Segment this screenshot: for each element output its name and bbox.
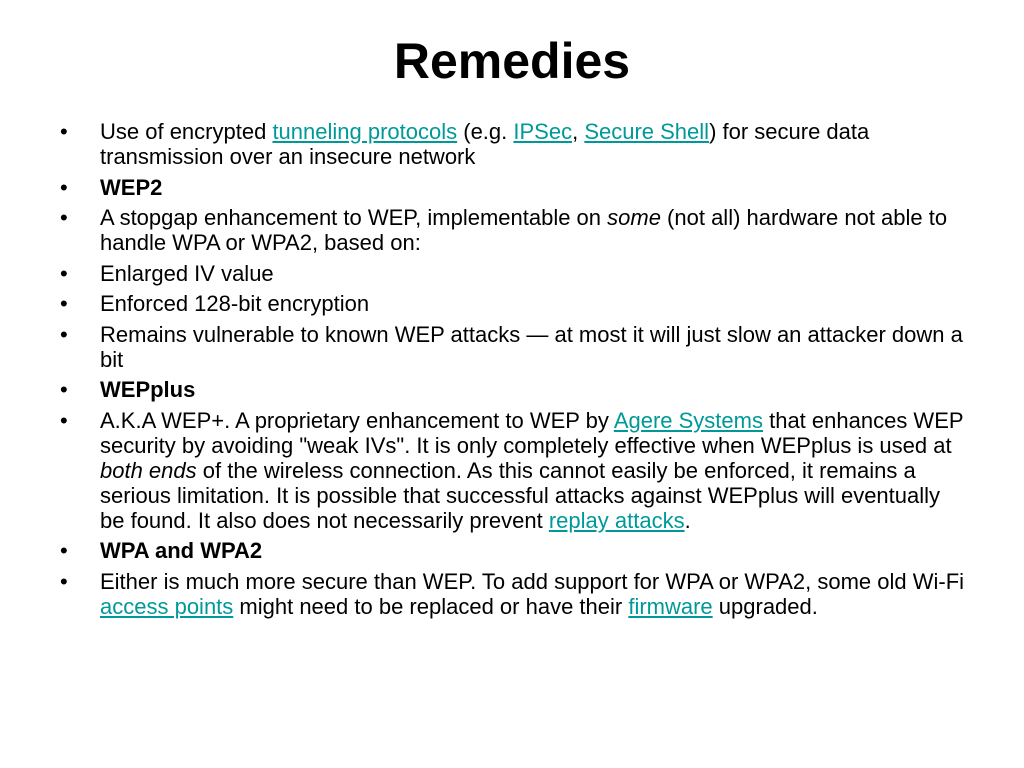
secure-shell-link[interactable]: Secure Shell — [584, 119, 710, 144]
bullet-text: (e.g. — [457, 119, 514, 144]
bullet-text: Enlarged IV value — [100, 260, 274, 286]
bullet-text: might need to be replaced or have their — [233, 593, 629, 619]
bullet-text: that enhances WEP security by avoiding "weak IVs". It is only completely effective when WEPplus is used at — [100, 407, 964, 458]
section-heading-wep2: WEP2 — [100, 174, 163, 200]
bullet-icon: • — [60, 321, 68, 347]
bullet-text: Enforced 128-bit encryption — [100, 291, 370, 316]
bullet-item-wepplus — [60, 377, 970, 402]
bullet-text: , — [572, 119, 585, 144]
bullet-item-enforced-128bit — [60, 291, 970, 316]
bullet-text: of the wireless connection. As this cannot easily be enforced, it remains a serious limitation. It is possible that successful attacks against WEPplus will eventually be found. It also does not necessarily prevent — [100, 457, 941, 533]
slide-title: Remedies — [393, 33, 631, 89]
bullet-icon: • — [60, 174, 68, 200]
bullet-icon: • — [60, 205, 68, 230]
bullet-text: upgraded. — [712, 593, 818, 619]
emphasis-text: both ends — [100, 457, 197, 483]
bullet-item-either-more-secure — [60, 569, 970, 619]
agere-systems-link[interactable]: Agere Systems — [613, 407, 763, 433]
bullet-list — [60, 119, 970, 624]
ipsec-link[interactable]: IPSec — [513, 119, 573, 144]
bullet-icon: • — [60, 407, 68, 433]
bullet-item-stopgap — [60, 205, 970, 255]
bullet-icon: • — [60, 119, 68, 144]
bullet-item-remains-vulnerable — [60, 322, 970, 372]
bullet-item-encrypted-tunneling — [60, 119, 970, 169]
bullet-text: Remains vulnerable to known WEP attacks — at most it will just slow an attacker down a bit — [100, 321, 963, 372]
bullet-text: Use of encrypted — [100, 119, 273, 144]
bullet-icon: • — [60, 377, 68, 402]
emphasis-text: some — [607, 205, 661, 230]
bullet-text: Either is much more secure than WEP. To add support for WPA or WPA2, some old Wi-Fi — [100, 568, 965, 594]
section-heading-wepplus: WEPplus — [100, 377, 196, 402]
firmware-link[interactable]: firmware — [628, 593, 713, 619]
section-heading-wpa-wpa2: WPA and WPA2 — [100, 538, 263, 563]
bullet-icon: • — [60, 260, 68, 286]
bullet-item-aka-wep-plus — [60, 408, 970, 533]
bullet-icon: • — [60, 538, 68, 563]
bullet-item-wpa-and-wpa2 — [60, 538, 970, 563]
bullet-item-wep2 — [60, 175, 970, 200]
bullet-icon: • — [60, 568, 68, 594]
bullet-text: A.K.A WEP+. A proprietary enhancement to WEP by — [100, 407, 614, 433]
bullet-icon: • — [60, 291, 68, 316]
tunneling-protocols-link[interactable]: tunneling protocols — [272, 119, 458, 144]
bullet-text: ) for secure data transmission over an insecure network — [100, 119, 870, 169]
bullet-text: A stopgap enhancement to WEP, implementable on — [100, 205, 608, 230]
access-points-link[interactable]: access points — [100, 593, 234, 619]
bullet-item-enlarged-iv — [60, 261, 970, 286]
bullet-text: . — [684, 507, 691, 533]
replay-attacks-link[interactable]: replay attacks — [548, 507, 685, 533]
bullet-text: (not all) hardware not able to handle WPA or WPA2, based on: — [100, 205, 948, 255]
